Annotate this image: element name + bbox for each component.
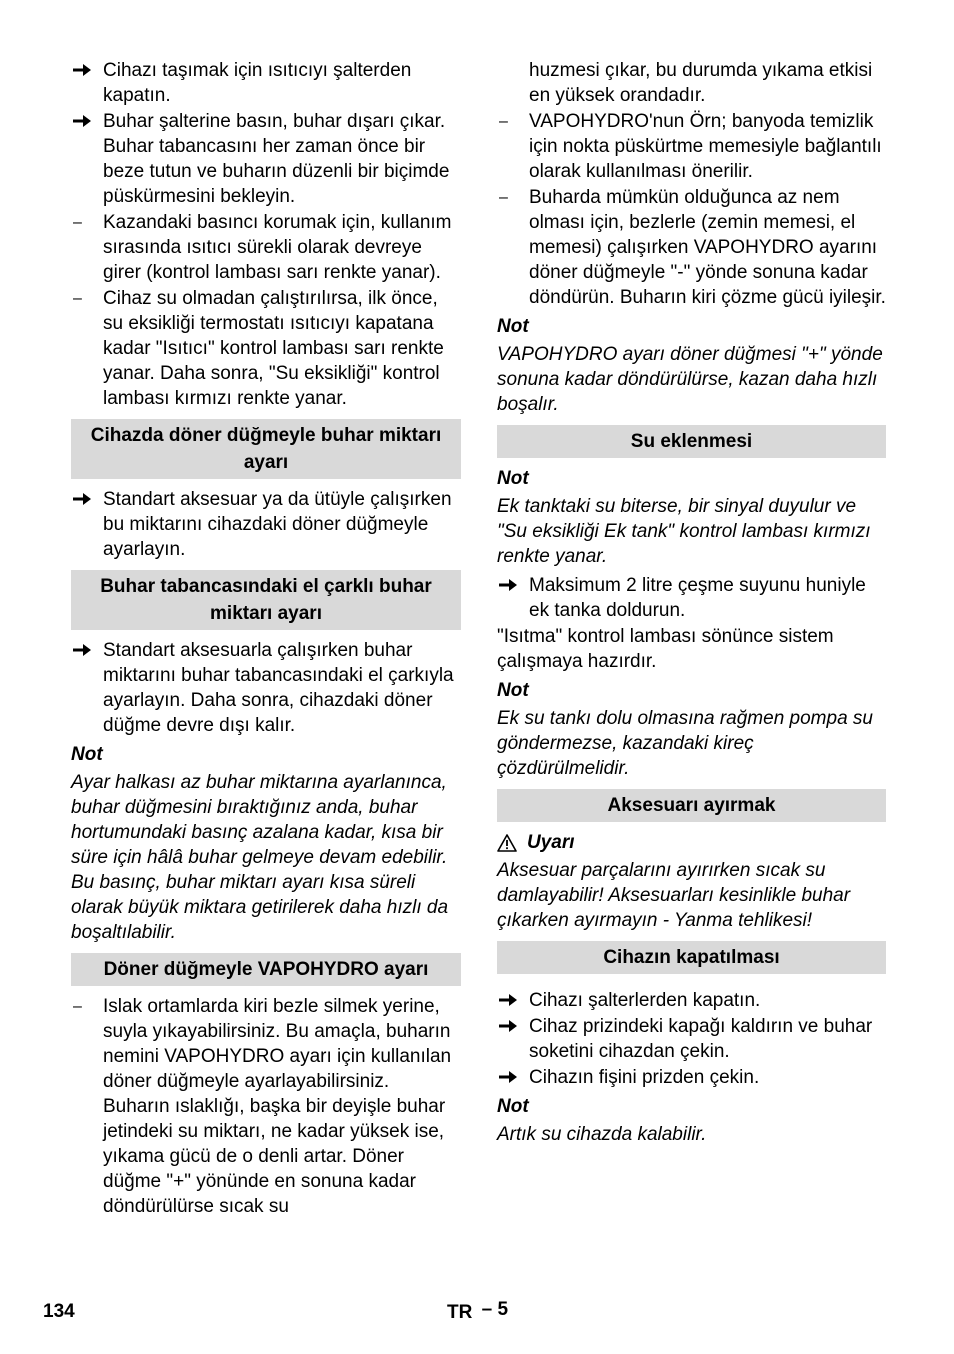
- list-item-text: Cihazı taşımak için ısıtıcıyı şalterden kapatın.: [103, 60, 412, 106]
- list-item-text: Islak ortamlarda kiri bezle silmek yerine, suyla yıkayabilirsiniz. Bu amaçla, buharın nemini VAPOHYDRO ayarı için kullanılan döner düğmeyle ayarlayabilirsiniz. Buharın ıslaklığı, başka bir deyişle buhar jetindeki su miktarı, ne kadar yüksek ise, yıkama gücü de o denli artar. Döner düğme "+" yönünde en sonuna kadar döndürülürse sıcak su: [103, 996, 452, 1217]
- list-item: [497, 988, 886, 1013]
- section-heading: Döner düğmeyle VAPOHYDRO ayarı: [71, 953, 461, 986]
- list-item: [497, 109, 886, 184]
- list-item-text: Cihaz su olmadan çalıştırılırsa, ilk önce, su eksikliği termostatı ısıtıcıyı kapatana kadar "Isıtıcı" kontrol lambası sarı renkte yanar. Daha sonra, "Su eksikliği" kontrol lambası kırmızı renkte yanar.: [103, 288, 444, 409]
- list-item: [71, 210, 461, 285]
- note-text: Artık su cihazda kalabilir.: [497, 1124, 707, 1145]
- list-item: [71, 109, 461, 209]
- warning-text: Aksesuar parçalarını ayırırken sıcak su damlayabilir! Aksesuarları kesinlikle buhar çıkarken ayırmayın - Yanma tehlikesi!: [497, 860, 851, 931]
- list-item: [71, 58, 461, 108]
- arrow-right-icon: [497, 1014, 529, 1033]
- list-item-text: Kazandaki basıncı korumak için, kullanım sırasında ısıtıcı sürekli olarak devreye girer (kontrol lambası sarı renkte yanar).: [103, 212, 452, 283]
- list-item-text: Standart aksesuarla çalışırken buhar miktarını buhar tabancasındaki el çarkıyla ayarlayın. Daha sonra, cihazdaki döner düğme devre dışı kalır.: [103, 640, 454, 736]
- note-text: Ayar halkası az buhar miktarına ayarlanınca, buhar düğmesini bıraktığınız anda, buhar hortumundaki basınç azalana kadar, kısa bir süre için hâlâ buhar gelmeye devam edebilir. Bu basınç, buhar miktarı ayarı kısa süreli olarak büyük miktara getirilerek daha hızlı da boşaltılabilir.: [71, 772, 449, 943]
- dash-bullet-icon: –: [499, 189, 508, 206]
- list-item: [497, 185, 886, 310]
- section-heading: Su eklenmesi: [497, 425, 886, 458]
- list-item-text: Buhar şalterine basın, buhar dışarı çıkar. Buhar tabancasını her zaman önce bir beze tutun ve buharın düzenli bir biçimde püskürmesini bekleyin.: [103, 111, 450, 207]
- list-item-text: Maksimum 2 litre çeşme suyunu huniyle ek tanka doldurun.: [529, 575, 866, 621]
- warning-label: [497, 830, 886, 855]
- list-item-text: VAPOHYDRO'nun Örn; banyoda temizlik için nokta püskürtme memesiyle bağlantılı olarak kullanılması önerilir.: [529, 111, 882, 182]
- section-heading: Aksesuarı ayırmak: [497, 789, 886, 822]
- warning-triangle-icon: [497, 834, 517, 852]
- right-column: [497, 58, 886, 1151]
- list-item: [497, 573, 886, 623]
- list-item-text: Cihaz prizindeki kapağı kaldırın ve buhar soketini cihazdan çekin.: [529, 1016, 873, 1062]
- sub-page-number: – 5: [481, 1299, 509, 1320]
- list-item-text: Cihazı şalterlerden kapatın.: [529, 990, 761, 1011]
- note-label: Not: [497, 680, 529, 701]
- dash-bullet-icon: –: [73, 214, 82, 231]
- list-item-text: Standart aksesuar ya da ütüyle çalışırken bu miktarını cihazdaki döner düğmeyle ayarlayın.: [103, 489, 452, 560]
- list-item-text: Buharda mümkün olduğunca az nem olması için, bezlerle (zemin memesi, el memesi) çalışırken VAPOHYDRO ayarını döner düğmeyle "-" yönde sonuna kadar döndürün. Buharın kiri çözme gücü iyileşir.: [529, 187, 886, 308]
- arrow-right-icon: [497, 1065, 529, 1084]
- note-label: Not: [71, 744, 103, 765]
- arrow-right-icon: [71, 109, 103, 128]
- list-item: [497, 1065, 886, 1090]
- list-item: [71, 638, 461, 738]
- page-number: 134: [43, 1301, 75, 1322]
- dash-bullet-icon: –: [73, 998, 82, 1015]
- dash-bullet-icon: –: [499, 113, 508, 130]
- list-item: [497, 1014, 886, 1064]
- list-item-text: Cihazın fişini prizden çekin.: [529, 1067, 760, 1088]
- warning-label-text: Uyarı: [527, 832, 575, 853]
- list-item: [71, 994, 461, 1219]
- note-text: VAPOHYDRO ayarı döner düğmesi "+" yönde sonuna kadar döndürülürse, kazan daha hızlı boşalır.: [497, 344, 883, 415]
- dash-bullet-icon: –: [73, 290, 82, 307]
- footer-language: [447, 1297, 508, 1325]
- arrow-right-icon: [71, 487, 103, 506]
- language-code: TR: [447, 1302, 473, 1323]
- note-label: Not: [497, 468, 529, 489]
- section-heading: Cihazda döner düğmeyle buhar miktarı ayarı: [71, 419, 461, 479]
- arrow-right-icon: [71, 58, 103, 77]
- list-item: [71, 487, 461, 562]
- note-label: Not: [497, 316, 529, 337]
- section-heading: Cihazın kapatılması: [497, 941, 886, 974]
- list-item-continuation: [497, 58, 886, 108]
- arrow-right-icon: [71, 638, 103, 657]
- note-text: Ek tanktaki su biterse, bir sinyal duyulur ve "Su eksikliği Ek tank" kontrol lambası kırmızı renkte yanar.: [497, 496, 871, 567]
- list-item-text: huzmesi çıkar, bu durumda yıkama etkisi en yüksek orandadır.: [529, 60, 873, 106]
- paragraph: "Isıtma" kontrol lambası sönünce sistem çalışmaya hazırdır.: [497, 626, 834, 672]
- arrow-right-icon: [497, 573, 529, 592]
- note-label: Not: [497, 1096, 529, 1117]
- arrow-right-icon: [497, 988, 529, 1007]
- left-column: [71, 58, 461, 1220]
- note-text: Ek su tankı dolu olmasına rağmen pompa su göndermezse, kazandaki kireç çözdürülmelidir.: [497, 708, 873, 779]
- section-heading: Buhar tabancasındaki el çarklı buhar miktarı ayarı: [71, 570, 461, 630]
- list-item: [71, 286, 461, 411]
